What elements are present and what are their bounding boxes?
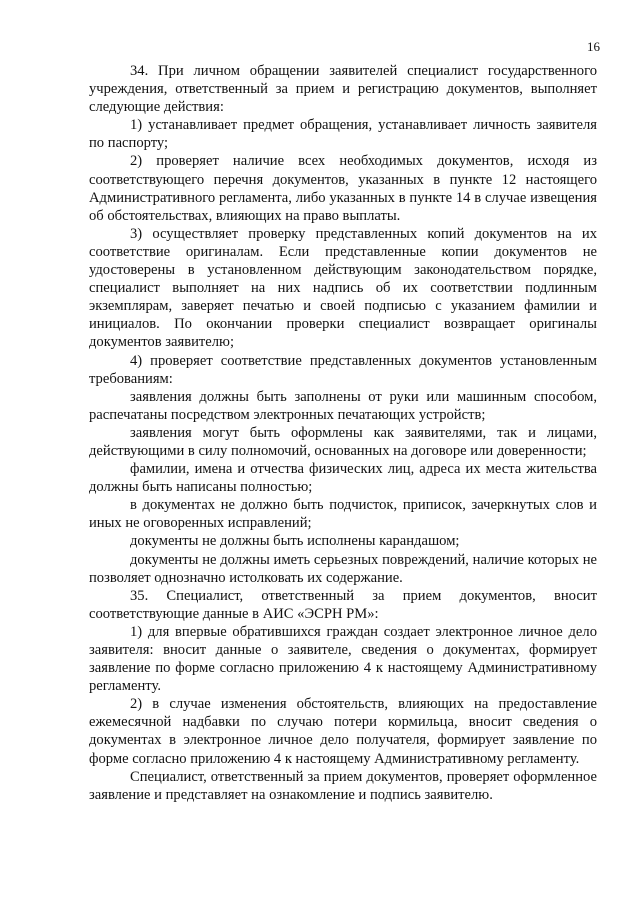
page-number: 16 <box>587 39 600 54</box>
requirement-no-corrections: в документах не должно быть подчисток, приписок, зачеркнутых слов и иных не оговоренных исправлений; <box>89 497 597 532</box>
requirement-filled-by-hand: заявления должны быть заполнены от руки или машинным способом, распечатаны посредством электронных печатающих устройств; <box>89 388 597 423</box>
requirement-issued-by: заявления могут быть оформлены как заявителями, так и лицами, действующими в силу полномочий, основанных на договоре или доверенности; <box>89 424 597 459</box>
paragraph-34-intro: 34. При личном обращении заявителей специалист государственного учреждения, ответственный за прием и регистрацию документов, выполняет следующие действия: <box>89 63 597 116</box>
requirement-full-names: фамилии, имена и отчества физических лиц, адреса их места жительства должны быть написаны полностью; <box>89 461 597 496</box>
paragraph-34-item-3: 3) осуществляет проверку представленных копий документов на их соответствие оригиналам. Если представленные копии документов не удостоверены в установленном действующим законодательством порядке, специалист выполняет на них надпись об их соответствии подлинным экземплярам, заверяет печатью и своей подписью с указанием фамилии и инициалов. По окончании проверки специалист возвращает оригиналы документов заявителю; <box>89 225 597 351</box>
paragraph-34-item-4: 4) проверяет соответствие представленных документов установленным требованиям: <box>89 352 597 387</box>
requirement-no-damage: документы не должны иметь серьезных повреждений, наличие которых не позволяет однозначно истолковать их содержание. <box>89 551 597 586</box>
paragraph-35-intro: 35. Специалист, ответственный за прием документов, вносит соответствующие данные в АИС «ЭСРН РМ»: <box>89 587 597 622</box>
paragraph-35-item-1: 1) для впервые обратившихся граждан создает электронное личное дело заявителя: вносит данные о заявителе, сведения о документах, формирует заявление по форме согласно приложению 4 к настоящему Административному регламенту. <box>89 623 597 695</box>
paragraph-35-item-2: 2) в случае изменения обстоятельств, влияющих на предоставление ежемесячной надбавки по случаю потери кормильца, вносит сведения о документах в электронное личное дело получателя, формирует заявление по форме согласно приложению 4 к настоящему Административному регламенту. <box>89 696 597 767</box>
requirement-no-pencil: документы не должны быть исполнены карандашом; <box>130 533 460 550</box>
document-body <box>89 62 597 804</box>
paragraph-34-item-1: 1) устанавливает предмет обращения, устанавливает личность заявителя по паспорту; <box>89 117 597 152</box>
paragraph-34-item-2: 2) проверяет наличие всех необходимых документов, исходя из соответствующего перечня документов, указанных в пункте 12 настоящего Административного регламента, либо указанных в пункте 14 в случае извещения об обстоятельствах, влияющих на право выплаты. <box>89 153 597 224</box>
paragraph-35-closing: Специалист, ответственный за прием документов, проверяет оформленное заявление и представляет на ознакомление и подпись заявителю. <box>89 768 597 803</box>
